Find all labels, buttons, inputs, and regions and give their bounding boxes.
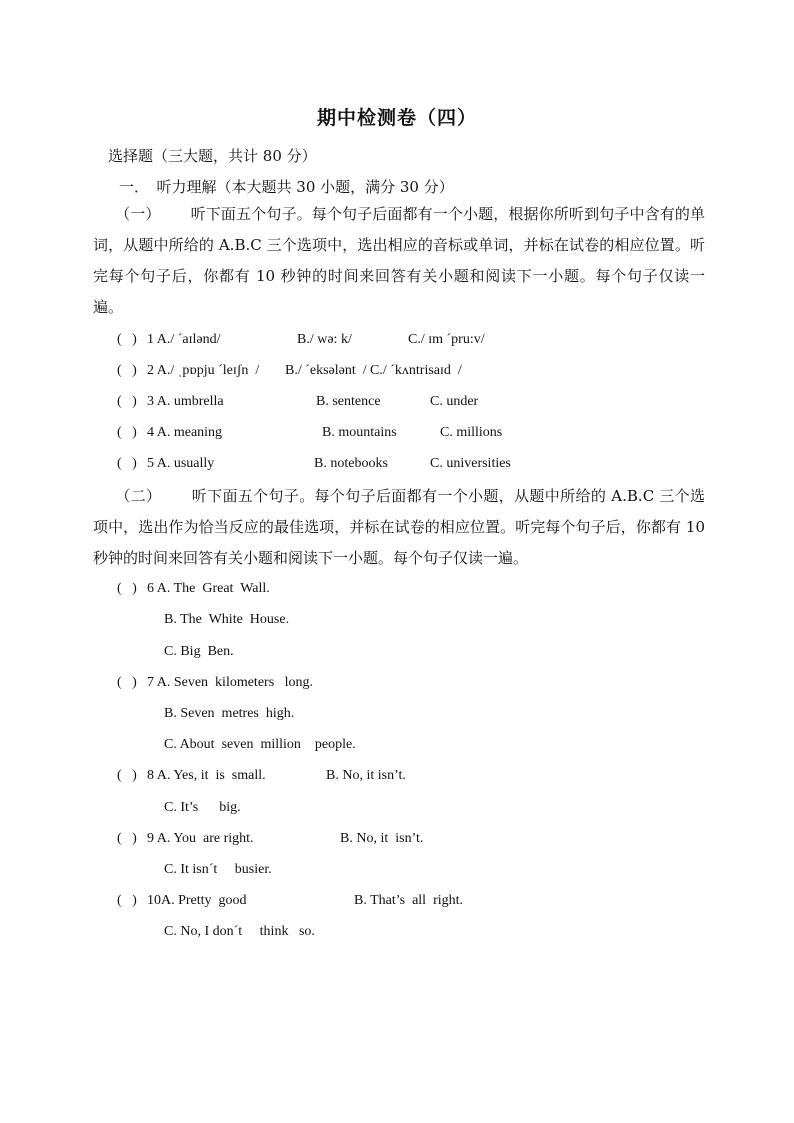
question-5 — [117, 456, 214, 472]
question-5-option-c: C. universities — [430, 456, 511, 471]
question-3-option-c: C. under — [430, 394, 479, 409]
question-7-option-b: B. Seven metres high. — [164, 706, 295, 721]
answer-blank[interactable]: ( ) — [117, 581, 137, 596]
question-6 — [117, 581, 270, 597]
answer-blank[interactable]: ( ) — [117, 675, 137, 690]
option-a: 10A. Pretty good — [147, 893, 247, 908]
question-8 — [117, 768, 266, 784]
sub2-text: 听下面五个句子。每个句子后面都有一个小题，从题中所给的 A.B.C 三个选项中，选出作为恰当反应的最佳选项，并标在试卷的相应位置。听完每个句子后，你都有 10 秒钟的时间来回答有关小题和阅读下一小题。每个句子仅读一遍。 — [93, 487, 705, 567]
question-6-option-b: B. The White House. — [164, 612, 290, 627]
option-a: 8 A. Yes, it is small. — [147, 768, 266, 783]
question-2-option-b: B./ ˊeksələnt / — [285, 363, 367, 378]
question-1 — [117, 332, 221, 348]
part1-sub1-instructions — [93, 199, 705, 323]
option-a: 9 A. You are right. — [147, 831, 254, 846]
answer-blank[interactable]: ( ) — [117, 893, 137, 908]
question-3 — [117, 394, 224, 410]
question-1-option-c: C./ ɪm ˊpru:v/ — [408, 332, 485, 347]
answer-blank[interactable]: ( ) — [117, 363, 137, 378]
question-8-option-b: B. No, it isn’t. — [326, 768, 406, 783]
page-title: 期中检测卷（四） — [316, 107, 477, 129]
question-9-option-b: B. No, it isn’t. — [340, 831, 424, 846]
sub1-label: （一） — [115, 205, 161, 223]
question-10-option-b: B. That’s all right. — [354, 893, 464, 908]
question-10 — [117, 893, 247, 909]
question-5-option-b: B. notebooks — [314, 456, 388, 471]
question-1-option-b: B./ wə: k/ — [297, 332, 352, 347]
question-3-option-b: B. sentence — [316, 394, 381, 409]
option-a: 3 A. umbrella — [147, 394, 224, 409]
question-4 — [117, 425, 222, 441]
sub2-label: （二） — [115, 487, 162, 505]
answer-blank[interactable]: ( ) — [117, 425, 137, 440]
question-2-option-c: C./ ˊkʌntrisaɪd / — [370, 363, 462, 378]
question-4-option-b: B. mountains — [322, 425, 397, 440]
question-2 — [117, 363, 259, 379]
answer-blank[interactable]: ( ) — [117, 831, 137, 846]
part1-heading: 一． 听力理解（本大题共 30 小题，满分 30 分） — [119, 178, 454, 196]
answer-blank[interactable]: ( ) — [117, 394, 137, 409]
section-header: 选择题（三大题，共计 80 分） — [108, 147, 317, 165]
option-a: 4 A. meaning — [147, 425, 223, 440]
part1-sub2-instructions — [93, 481, 705, 574]
question-7-option-c: C. About seven million people. — [164, 737, 356, 752]
question-8-option-c: C. It’s big. — [164, 800, 241, 815]
option-a: 7 A. Seven kilometers long. — [147, 675, 314, 690]
question-9 — [117, 831, 254, 847]
option-a: 2 A./ ˌpɒpju ˊleɪʃn / — [147, 363, 260, 378]
question-9-option-c: C. It isnˊt busier. — [164, 862, 272, 877]
question-6-option-c: C. Big Ben. — [164, 644, 234, 659]
option-a: 5 A. usually — [147, 456, 215, 471]
question-7 — [117, 675, 313, 691]
option-a: 6 A. The Great Wall. — [147, 581, 270, 596]
answer-blank[interactable]: ( ) — [117, 456, 137, 471]
answer-blank[interactable]: ( ) — [117, 768, 137, 783]
answer-blank[interactable]: ( ) — [117, 332, 137, 347]
sub1-text: 听下面五个句子。每个句子后面都有一个小题，根据你所听到句子中含有的单词，从题中所给的 A.B.C 三个选项中，选出相应的音标或单词，并标在试卷的相应位置。听完每个句子后，你都有 10 秒钟的时间来回答有关小题和阅读下一小题。每个句子仅读一遍。 — [93, 205, 705, 316]
question-4-option-c: C. millions — [440, 425, 503, 440]
option-a: 1 A./ ˊaɪlənd/ — [147, 332, 221, 347]
question-10-option-c: C. No, I donˊt think so. — [164, 924, 315, 939]
